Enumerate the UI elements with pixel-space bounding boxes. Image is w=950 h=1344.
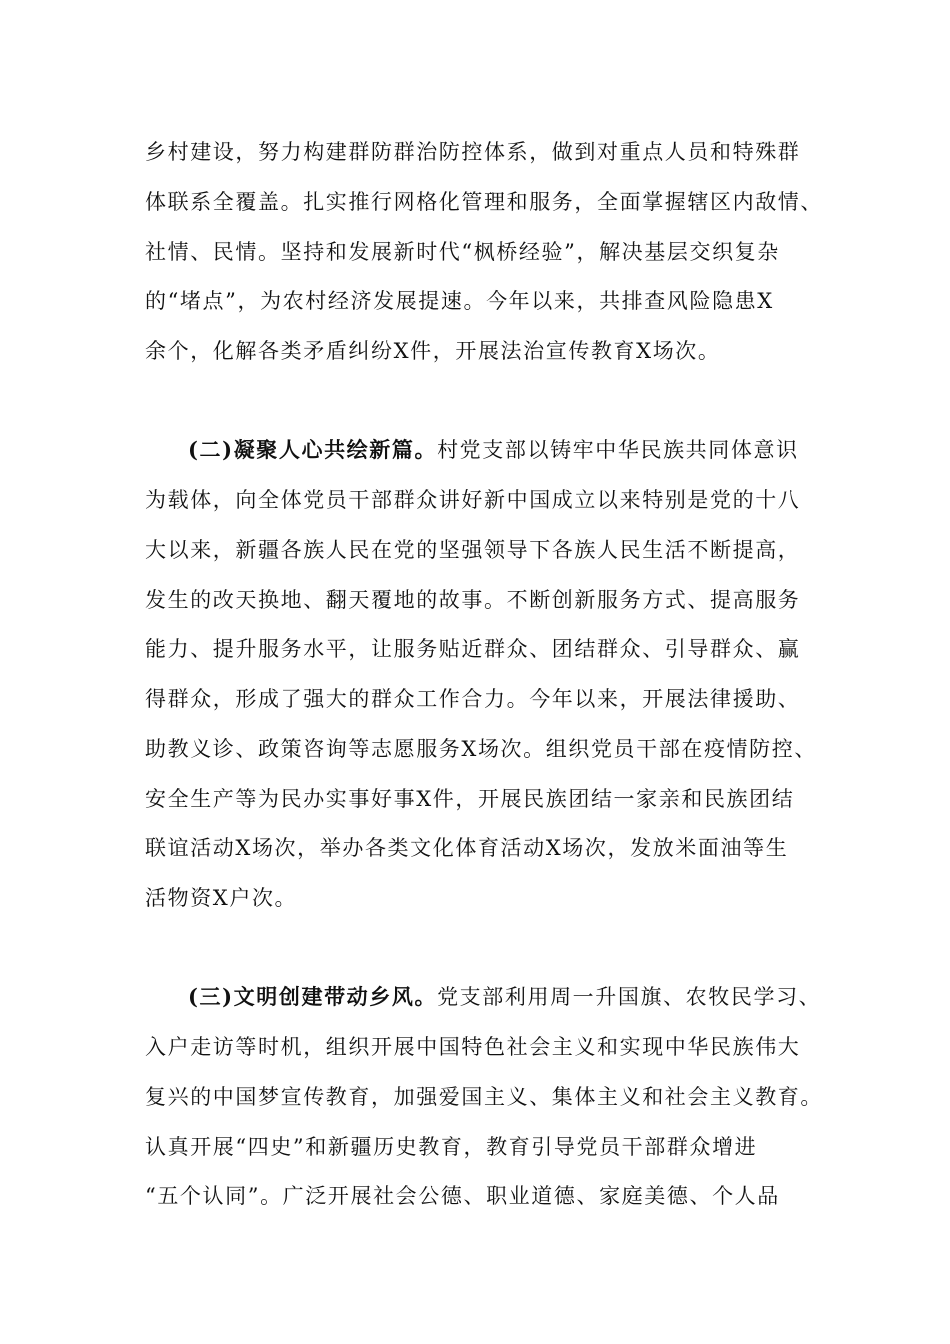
paragraph-first-line <box>188 982 835 1012</box>
section-heading: (三)文明创建带动乡风。 <box>188 984 438 1009</box>
paragraph-line: 发生的改天换地、翻天覆地的故事。不断创新服务方式、提高服务 <box>145 588 801 612</box>
paragraph-line: 助教义诊、政策咨询等志愿服务X场次。组织党员干部在疫情防控、 <box>145 737 817 761</box>
paragraph-line: 为载体，向全体党员干部群众讲好新中国成立以来特别是党的十八 <box>145 488 801 512</box>
paragraph-first-line <box>188 435 835 465</box>
paragraph-line: 余个，化解各类矛盾纠纷X件，开展法治宣传教育X场次。 <box>145 339 721 363</box>
paragraph-line: 社情、民情。坚持和发展新时代“枫桥经验”，解决基层交织复杂 <box>145 240 780 264</box>
paragraph-line: 入户走访等时机，组织开展中国特色社会主义和实现中华民族伟大 <box>145 1035 801 1059</box>
paragraph-line: 体联系全覆盖。扎实推行网格化管理和服务，全面掌握辖区内敌情、 <box>145 190 823 214</box>
paragraph-line: 的“堵点”，为农村经济发展提速。今年以来，共排查风险隐患X <box>145 289 774 313</box>
paragraph-line: 认真开展“四史”和新疆历史教育，教育引导党员干部群众增进 <box>145 1135 758 1159</box>
paragraph-line: “五个认同”。广泛开展社会公德、职业道德、家庭美德、个人品 <box>145 1184 780 1208</box>
paragraph-line: 联谊活动X场次，举办各类文化体育活动X场次，发放米面油等生 <box>145 836 789 860</box>
section-heading: (二)凝聚人心共绘新篇。 <box>188 437 438 462</box>
paragraph-line: 复兴的中国梦宣传教育，加强爱国主义、集体主义和社会主义教育。 <box>145 1085 823 1109</box>
paragraph-text: 党支部利用周一升国旗、农牧民学习、 <box>437 985 822 1009</box>
paragraph-line: 活物资X户次。 <box>145 886 298 910</box>
paragraph-line: 得群众，形成了强大的群众工作合力。今年以来，开展法律援助、 <box>145 687 801 711</box>
paragraph-text: 村党支部以铸牢中华民族共同体意识 <box>437 438 799 462</box>
paragraph-line: 能力、提升服务水平，让服务贴近群众、团结群众、引导群众、赢 <box>145 637 801 661</box>
paragraph-line: 乡村建设，努力构建群防群治防控体系，做到对重点人员和特殊群 <box>145 140 801 164</box>
paragraph-line: 大以来，新疆各族人民在党的坚强领导下各族人民生活不断提高， <box>145 538 801 562</box>
paragraph-line: 安全生产等为民办实事好事X件，开展民族团结一家亲和民族团结 <box>145 787 795 811</box>
